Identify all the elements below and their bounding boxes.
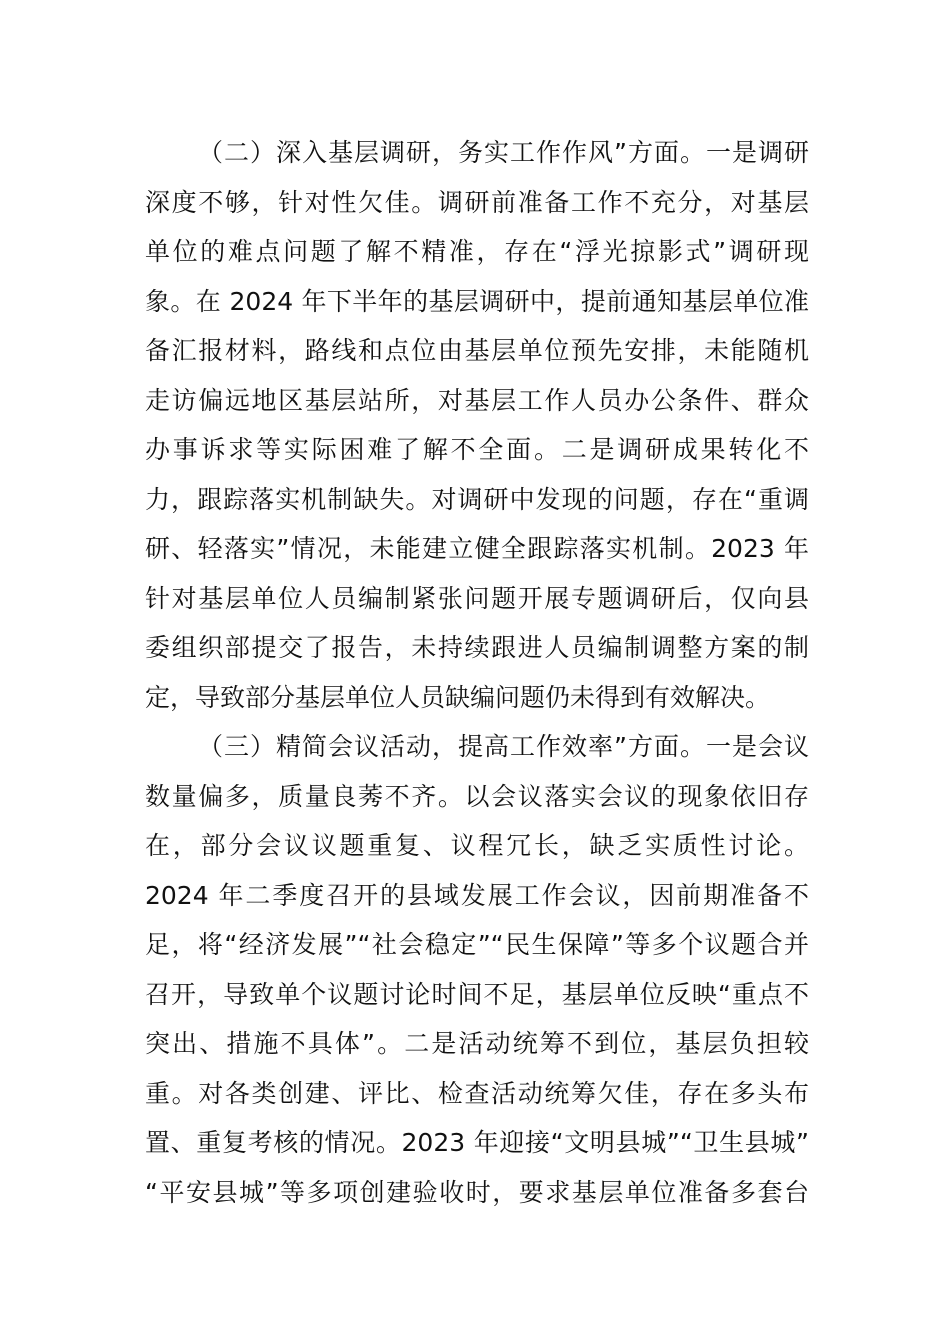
text-line: 象。在 2024 年下半年的基层调研中，提前通知基层单位准 xyxy=(145,286,809,316)
text-line: （二）深入基层调研，务实工作作风”方面。一是调研 xyxy=(198,138,809,167)
text-line: 深度不够，针对性欠佳。调研前准备工作不充分，对基层 xyxy=(145,187,809,217)
text-line: 单位的难点问题了解不精准，存在“浮光掠影式”调研现 xyxy=(145,237,809,266)
text-line: 委组织部提交了报告，未持续跟进人员编制调整方案的制 xyxy=(145,633,809,662)
text-line: 数量偏多，质量良莠不齐。以会议落实会议的现象依旧存 xyxy=(145,781,809,811)
text-line: 走访偏远地区基层站所，对基层工作人员办公条件、群众 xyxy=(145,385,809,415)
document-page xyxy=(145,128,809,1217)
text-line: 针对基层单位人员编制紧张问题开展专题调研后，仅向县 xyxy=(145,583,809,613)
text-line: （三）精简会议活动，提高工作效率”方面。一是会议 xyxy=(198,732,809,761)
text-line: 力，跟踪落实机制缺失。对调研中发现的问题，存在“重调 xyxy=(145,484,809,514)
text-line: 在，部分会议议题重复、议程冗长，缺乏实质性讨论。 xyxy=(145,831,809,860)
text-line: 召开，导致单个议题讨论时间不足，基层单位反映“重点不 xyxy=(145,979,809,1009)
text-line: 置、重复考核的情况。2023 年迎接“文明县城”“卫生县城” xyxy=(145,1128,809,1157)
text-line: 定，导致部分基层单位人员缺编问题仍未得到有效解决。 xyxy=(145,682,771,712)
text-line: 重。对各类创建、评比、检查活动统筹欠佳，存在多头布 xyxy=(145,1078,809,1108)
text-line: 突出、措施不具体”。二是活动统筹不到位，基层负担较 xyxy=(145,1029,809,1058)
text-line: “平安县城”等多项创建验收时，要求基层单位准备多套台 xyxy=(145,1177,809,1207)
paragraph-research xyxy=(145,128,809,722)
text-line: 备汇报材料，路线和点位由基层单位预先安排，未能随机 xyxy=(145,336,809,365)
text-line: 足，将“经济发展”“社会稳定”“民生保障”等多个议题合并 xyxy=(145,930,809,959)
text-line: 办事诉求等实际困难了解不全面。二是调研成果转化不 xyxy=(145,435,809,464)
paragraph-meetings xyxy=(145,722,809,1217)
text-line: 研、轻落实”情况，未能建立健全跟踪落实机制。2023 年 xyxy=(145,534,809,563)
text-line: 2024 年二季度召开的县域发展工作会议，因前期准备不 xyxy=(145,880,809,910)
